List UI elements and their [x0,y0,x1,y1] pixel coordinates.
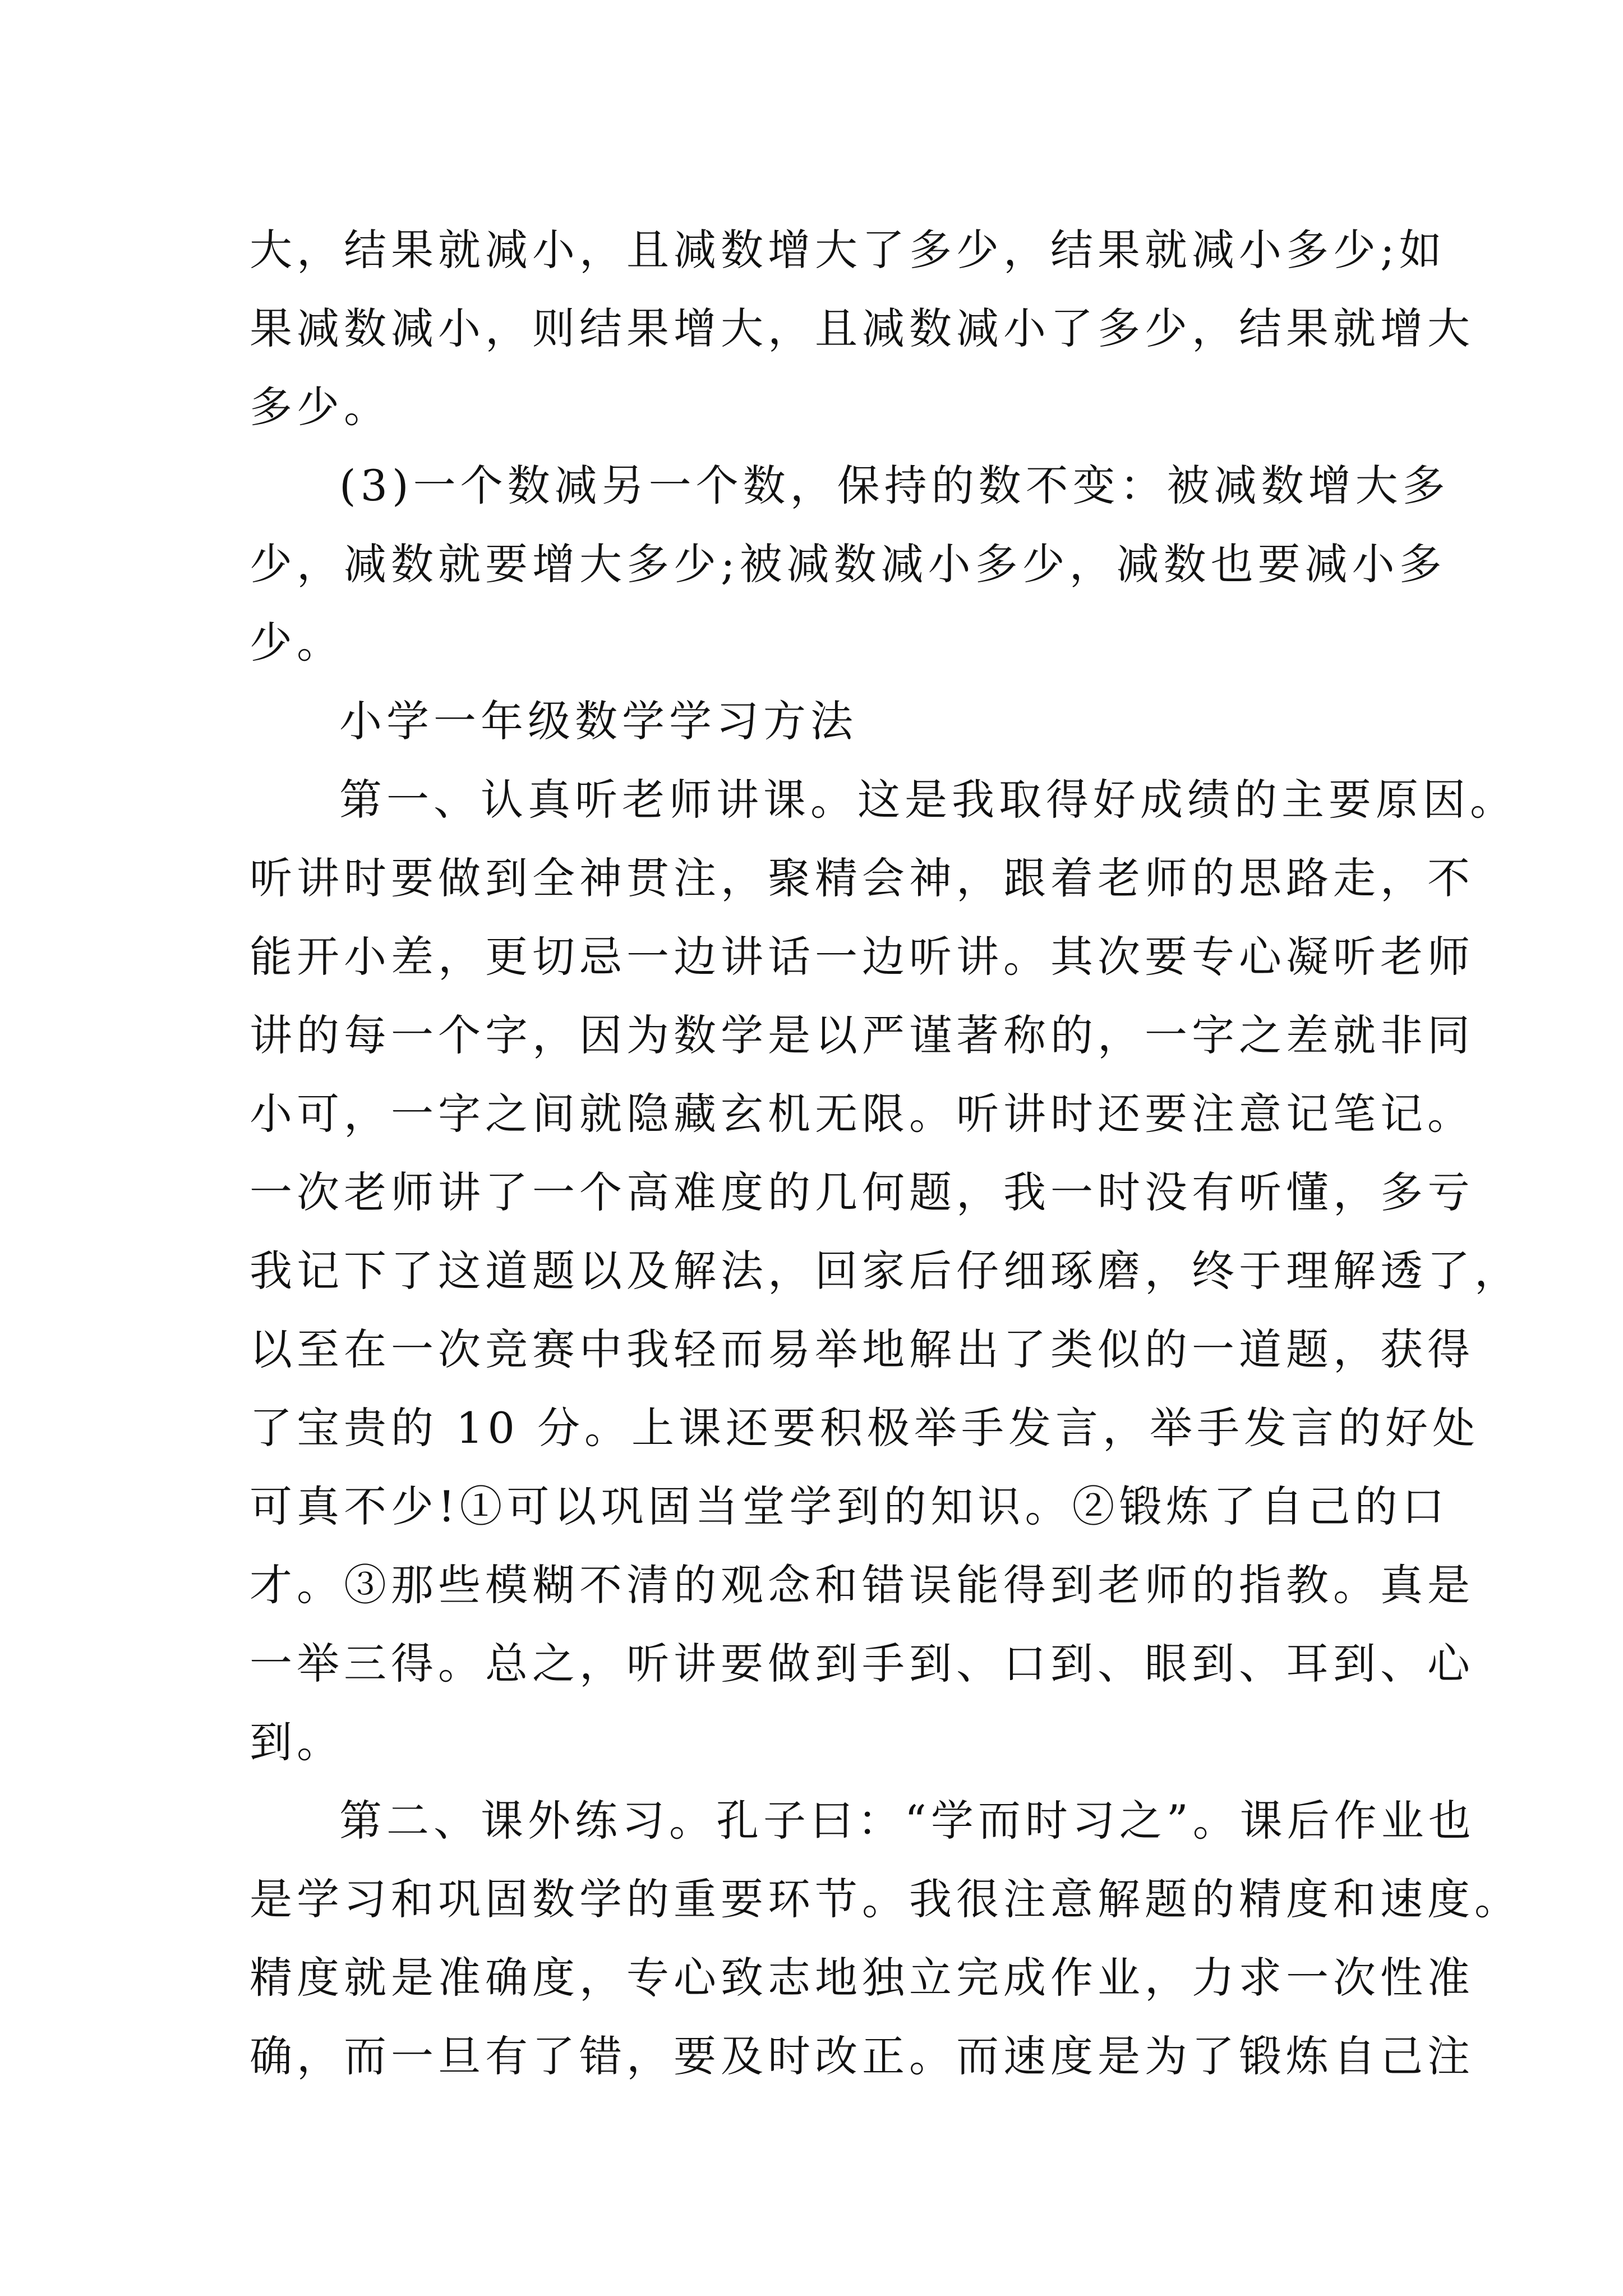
text-line: 一举三得。总之，听讲要做到手到、口到、眼到、耳到、心 [250,1639,1474,1688]
text-line: (3)一个数减另一个数，保持的数不变：被减数增大多 [339,461,1450,510]
text-line: 我记下了这道题以及解法，回家后仔细琢磨，终于理解透了， [250,1246,1521,1296]
text-line: 精度就是准确度，专心致志地独立完成作业，力求一次性准 [250,1953,1474,2003]
text-line: 一次老师讲了一个高难度的几何题，我一时没有听懂，多亏 [250,1167,1474,1217]
text-line: 是学习和巩固数学的重要环节。我很注意解题的精度和速度。 [250,1874,1521,1924]
text-line: 讲的每一个字，因为数学是以严谨著称的，一字之差就非同 [250,1010,1474,1060]
text-line: 能开小差，更切忌一边讲话一边听讲。其次要专心凝听老师 [250,932,1474,982]
section-heading: 小学一年级数学学习方法 [339,696,857,746]
text-line: 小可，一字之间就隐藏玄机无限。听讲时还要注意记笔记。 [250,1089,1474,1139]
text-line: 确，而一旦有了错，要及时改正。而速度是为了锻炼自己注 [250,2031,1474,2081]
text-line: 少，减数就要增大多少;被减数减小多少，减数也要减小多 [250,539,1446,589]
text-line: 以至在一次竞赛中我轻而易举地解出了类似的一道题，获得 [250,1324,1474,1374]
text-line: 听讲时要做到全神贯注，聚精会神，跟着老师的思路走，不 [250,853,1474,903]
text-line: 才。③那些模糊不清的观念和错误能得到老师的指教。真是 [250,1560,1474,1610]
text-line: 大，结果就减小，且减数增大了多少，结果就减小多少;如 [250,225,1446,275]
text-line: 第二、课外练习。孔子曰：“学而时习之”。课后作业也 [339,1796,1476,1846]
text-line: 可真不少!①可以巩固当堂学到的知识。②锻炼了自己的口 [250,1481,1449,1531]
text-line: 第一、认真听老师讲课。这是我取得好成绩的主要原因。 [339,775,1517,825]
text-line: 果减数减小，则结果增大，且减数减小了多少，结果就增大 [250,303,1474,353]
text-line: 了宝贵的 10 分。上课还要积极举手发言，举手发言的好处 [250,1403,1480,1453]
text-line: 多少。 [250,382,391,432]
body-text [250,211,1521,2096]
text-line: 到。 [250,1717,344,1767]
text-line: 少。 [250,618,344,668]
